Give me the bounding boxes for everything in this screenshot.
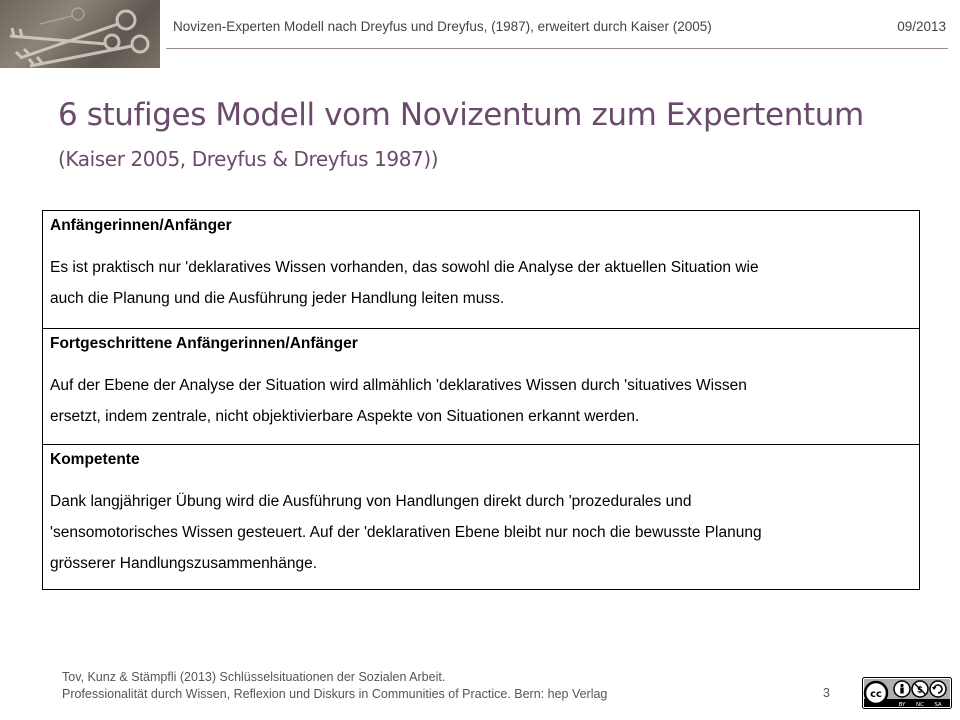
keys-photo [0,0,160,68]
stage-description-line: ersetzt, indem zentrale, nicht objektivierbare Aspekte von Situationen erkannt werden. [50,408,640,425]
slide-title: 6 stufiges Modell vom Novizentum zum Expertentum [58,97,864,133]
svg-text:cc: cc [870,689,882,700]
header-title: Novizen-Experten Modell nach Dreyfus und Dreyfus, (1987), erweitert durch Kaiser (2005) [173,19,712,34]
header-date: 09/2013 [897,19,946,34]
stage-name: Fortgeschrittene Anfängerinnen/Anfänger [50,335,358,352]
stage-description [50,486,912,579]
license-label-nc: NC [916,702,924,708]
stages-table [42,210,920,590]
stage-row-competent [43,444,919,589]
stage-description-line: grösserer Handlungszusammenhänge. [50,555,318,572]
stage-row-novice [43,211,919,328]
stage-name: Anfängerinnen/Anfänger [50,217,232,234]
stage-description [50,252,912,314]
stage-description-line: 'sensomotorisches Wissen gesteuert. Auf der 'deklarativen Ebene bleibt nur noch die bewusste Planung [50,524,762,541]
license-label-by: BY [898,702,906,708]
footer-reference [62,669,607,703]
license-label-sa: SA [934,702,942,708]
footer-reference-line: Professionalität durch Wissen, Reflexion und Diskurs in Communities of Practice. Bern: hep Verlag [62,687,608,701]
slide-subtitle: (Kaiser 2005, Dreyfus & Dreyfus 1987)) [58,147,439,171]
stage-row-advanced-beginner [43,328,919,444]
stage-description-line: auch die Planung und die Ausführung jeder Handlung leiten muss. [50,290,505,307]
header-divider [166,48,948,49]
stage-description-line: Auf der Ebene der Analyse der Situation wird allmählich 'deklaratives Wissen durch 'situatives Wissen [50,377,747,394]
stage-description [50,370,912,432]
stage-description-line: Es ist praktisch nur 'deklaratives Wissen vorhanden, das sowohl die Analyse der aktuellen Situation wie [50,259,759,276]
footer-reference-line: Tov, Kunz & Stämpfli (2013) Schlüsselsituationen der Sozialen Arbeit. [62,670,446,684]
page-number: 3 [823,686,830,700]
svg-text:$: $ [916,685,924,696]
stage-description-line: Dank langjähriger Übung wird die Ausführung von Handlungen direkt durch 'prozedurales und [50,493,692,510]
cc-by-nc-sa-icon [862,677,952,709]
stage-name: Kompetente [50,451,140,468]
